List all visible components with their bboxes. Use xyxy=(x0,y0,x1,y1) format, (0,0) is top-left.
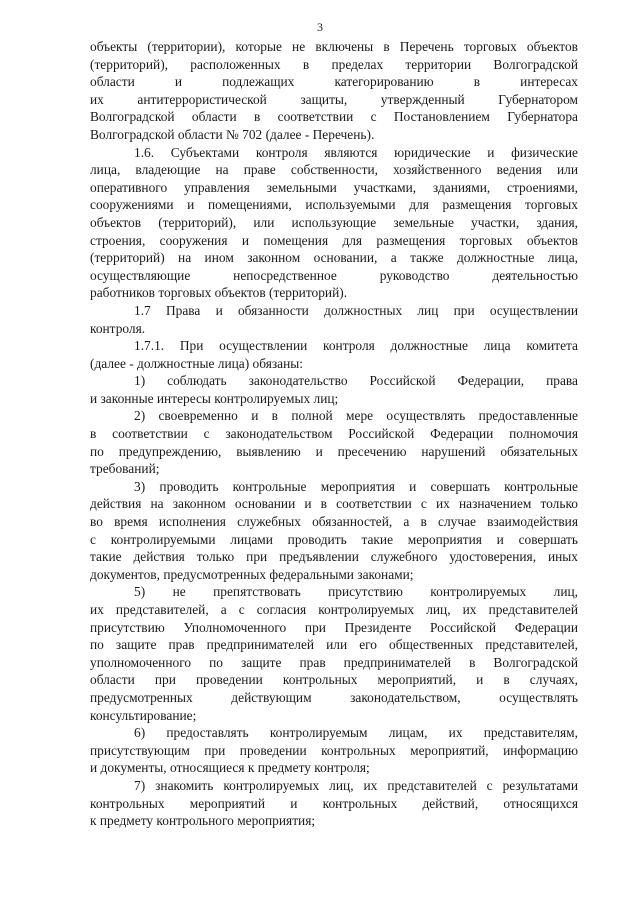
text-line: 7) знакомить контролируемых лиц, их представителей с результатами xyxy=(134,777,578,793)
document-body xyxy=(90,38,578,830)
text-line: 2) своевременно и в полной мере осуществлять предоставленные xyxy=(134,408,578,424)
text-line: их антитеррористической защиты, утвержденный Губернатором xyxy=(90,91,578,107)
text-line: сооружениями и помещениями, используемыми для размещения торговых xyxy=(90,197,578,213)
text-line: 5) не препятствовать присутствию контролируемых лиц, xyxy=(134,584,578,600)
text-line: области при проведении контрольных мероприятий, и в случаях, xyxy=(90,672,578,688)
text-line: их представителей, а с согласия контролируемых лиц, их представителей xyxy=(90,602,578,617)
text-line: объектов (территорий), или использующие земельные участки, здания, xyxy=(90,214,578,230)
text-line: 1.7 Права и обязанности должностных лиц при осуществлении xyxy=(134,302,578,318)
text-line: 3) проводить контрольные мероприятия и совершать контрольные xyxy=(134,478,578,494)
text-line: 1.7.1. При осуществлении контроля должностные лица комитета xyxy=(134,338,578,354)
text-line: консультирование; xyxy=(90,707,197,723)
text-line: требований; xyxy=(90,461,160,477)
text-line: строения, сооружения и помещения для размещения торговых объектов xyxy=(90,232,578,248)
text-line: по предупреждению, выявлению и пресечению нарушений обязательных xyxy=(90,443,578,459)
text-line: в соответствии с законодательством Российской Федерации полномочия xyxy=(90,426,578,442)
text-line: во время исполнения служебных обязанностей, а в случае взаимодействия xyxy=(90,514,578,530)
text-line: лица, владеющие на праве собственности, хозяйственного ведения или xyxy=(90,162,578,178)
text-line: оперативного управления земельными участками, зданиями, строениями, xyxy=(90,179,578,195)
text-line: присутствующим при проведении контрольных мероприятий, информацию xyxy=(90,742,578,758)
text-line: и законные интересы контролируемых лиц; xyxy=(90,390,339,406)
text-line: области и подлежащих категорированию в интересах xyxy=(90,74,578,90)
text-line: уполномоченного по защите прав предпринимателей в Волгоградской xyxy=(90,654,578,670)
text-line: с контролируемыми лицами проводить такие мероприятия и совершать xyxy=(90,531,578,547)
text-line: предусмотренных действующим законодательством, осуществлять xyxy=(90,689,578,705)
text-line: документов, предусмотренных федеральными законами; xyxy=(90,566,414,582)
text-line: работников торговых объектов (территорий). xyxy=(90,285,348,301)
text-line: осуществляющие непосредственное руководство деятельностью xyxy=(90,267,578,283)
text-line: (территорий) на ином законном основании, а также должностные лица, xyxy=(90,250,578,266)
text-line: такие действия только при предъявлении служебного удостоверения, иных xyxy=(90,549,578,565)
text-line: присутствию Уполномоченного при Президенте Российской Федерации xyxy=(90,619,578,635)
text-line: (далее - должностные лица) обязаны: xyxy=(90,355,303,371)
text-line: (территорий), расположенных в пределах территории Волгоградской xyxy=(90,56,578,72)
text-line: 1) соблюдать законодательство Российской Федерации, права xyxy=(134,373,578,389)
text-line: объекты (территории), которые не включены в Перечень торговых объектов xyxy=(90,39,578,54)
text-line: Волгоградской области в соответствии с Постановлением Губернатора xyxy=(90,109,578,125)
page-number: 3 xyxy=(317,20,323,34)
text-line: контрольных мероприятий и контрольных действий, относящихся xyxy=(90,795,578,811)
text-line: к предмету контрольного мероприятия; xyxy=(90,813,316,829)
text-line: 1.6. Субъектами контроля являются юридические и физические xyxy=(134,144,578,160)
text-line: Волгоградской области № 702 (далее - Перечень). xyxy=(90,126,375,142)
text-line: контроля. xyxy=(90,320,146,336)
text-line: по защите прав предпринимателей или его общественных представителей, xyxy=(90,637,578,653)
text-line: и документы, относящиеся к предмету контроля; xyxy=(90,760,370,776)
text-line: действия на законном основании и в соответствии с их назначением только xyxy=(90,496,578,512)
text-line: 6) предоставлять контролируемым лицам, их представителям, xyxy=(134,725,578,741)
